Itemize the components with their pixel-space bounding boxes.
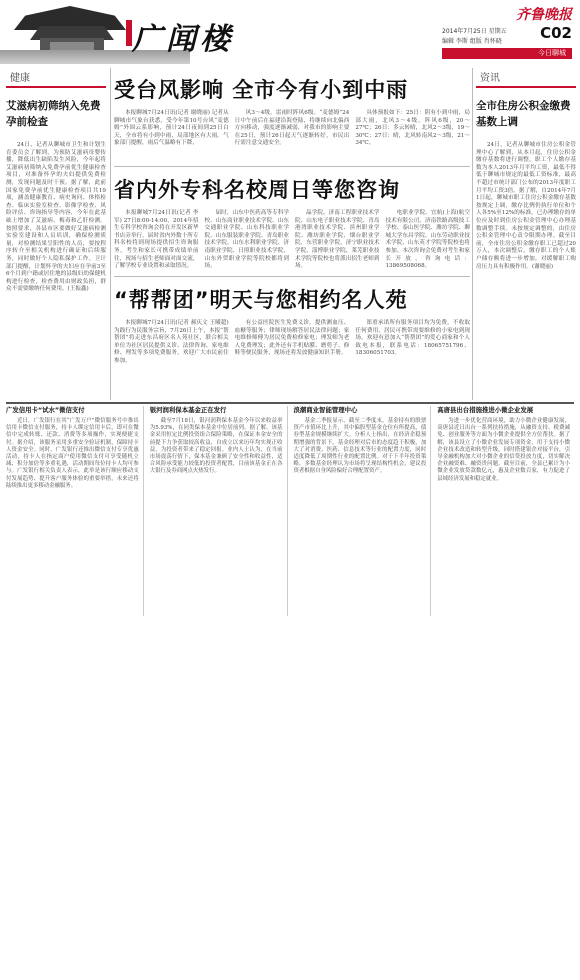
masthead (0, 0, 580, 64)
story-paragraph: 本报聊城7月24日讯(记者 李军) 27日8:00-14:00，2014年招生专科学校咨询会将在开发区新华书店旁举行，届时省内外数十所专科名校将到现场提供招生咨询服务，考生和家长可携带成绩单前往，现场与招生老师面对面交流，了解学校专业设置和录取情况。 (114, 210, 199, 270)
story-divider (114, 276, 470, 277)
column-header-news: 资讯 (476, 68, 576, 88)
issue-date: 2014年7月25日 星期五 (442, 28, 507, 35)
right-article-body: 24日，记者从聊城市住房公积金管理中心了解到，从本月起，住房公积金缴存基数将进行调整，职工个人缴存基数为本人2013年月平均工资，最低不得低于聊城市规定的最低工资标准，最高不超过市统计部门公布的2013年度职工月平均工资3倍。据了解，自2014年7月1日起，聊城市职工住房公积金缴存基数按规定上调，缴存比例仍执行单位和个人各5%至12%的标准，已办理缴存的单位应及时到住房公积金管理中心办理基数调整手续。未按规定调整的，由住房公积金管理中心责令限期办理。截至目前，全市住房公积金缴存职工已超过20万人，本次调整后，缴存职工的个人账户储存额将进一步增加，对缓解职工购房压力具有积极作用。(谢晓丽) (476, 142, 576, 270)
story-paragraph: 本报聊城7月24日讯(记者 郝庆文 王曦超) 为践行为民服务宗旨，7月26日上午，本报“帮帮团”将走进东昌府区名人苑社区，联合相关单位为社区居民提供义诊、法律咨询、家电维修、理发等多项免费服务，欢迎广大市民前往参加。 (114, 320, 229, 364)
bottom-body: 为进一步优化营商环境，助力小微企业健康发展，高唐县近日出台一系列扶持措施，从融资支持、税费减免、创业服务等方面为小微企业提供全方位帮扶。据了解，该县设立了小微企业发展专项资金，用于支持小微企业技术改造和转型升级，同时搭建银企对接平台，引导金融机构加大对小微企业的信贷投放力度，切实解决企业融资难、融资贵问题。截至目前，全县已累计为小微企业发放贷款数亿元，惠及企业数百家，有力促进了县域经济发展和稳定就业。 (437, 418, 570, 482)
story-body (114, 110, 470, 148)
left-article-body: 24日，记者从聊城市卫生和计划生育委员会了解到，为预防艾滋病母婴传播，降低出生缺陷发生风险，今年起将艾滋病初筛纳入免费孕前优生健康检查项目，对准备怀孕的夫妇提供免费检测，发现问题及时干预。据了解，此前国家免费孕前优生健康检查项目共19项，涵盖健康教育、病史询问、体格检查、临床实验室检查、影像学检查、风险评估、咨询指导等内容，今年在此基础上增加了艾滋病、梅毒和乙肝检测。按照要求，各县市区要做好艾滋病检测实验室建设和人员培训，确保检测质量，对检测结果呈阳性的人员，要按程序转介至相关机构进行确证和后续服务，同时做好个人隐私保护工作。卫计部门提醒，计划怀孕的夫妇应在孕前3至6个月到户籍或居住地的县级妇幼保健机构进行检查，检查费用由财政负担，群众不需要缴纳任何费用。(王振鑫) (6, 142, 106, 293)
story-paragraph: 风3～4级，雷雨时阵风6级。“麦德姆”24日中午前后在福建沿海登陆，将继续向北偏西方向移动，强度逐渐减弱，对我市的影响主要在25日，预计26日起天气逐渐转好，市民出行需注意交通安全。 (234, 110, 350, 147)
story-headline: 省内外专科名校周日等您咨询 (114, 178, 400, 202)
left-column (6, 68, 106, 398)
bottom-body: 截至7月18日，银河润利保本基金今年以来收益率为5.93%，在同类保本基金中位居前列。据了解，该基金采用恒定比例投资组合保险策略，在保证本金安全的前提下力争获取较高收益，自成立以来历年均实现正收益，为投资者带来了稳定回报。业内人士认为，在当前市场震荡行情下，保本基金兼顾了安全性和收益性，适合风险承受能力较低的投资者配置，目前该基金正在各大银行及券商网点火热发行。 (149, 418, 283, 475)
main-content (114, 66, 470, 400)
section-rule (6, 402, 574, 404)
masthead-info (442, 4, 572, 60)
paper-name: 齐鲁晚报 (516, 7, 572, 23)
story-paragraph: 电职业学院、宜航(上海)航空技术有限公司、济南铁路高级技工学校、泰山医学院、潍坊学院、聊城大学东昌学院、山东劳动职业技术学院、山东英才学院等院校也将参加。本次咨询会免费对考生和家长开放，咨询电话：13869508068。 (385, 210, 470, 270)
story-body (114, 210, 470, 271)
story-help-team (114, 284, 470, 366)
bottom-headline: 浪潮商业智能管理中心 (293, 406, 358, 414)
story-headline: “帮帮团”明天与您相约名人苑 (114, 288, 408, 312)
left-headline: 艾滋病初筛纳入免费孕前检查 (6, 100, 101, 128)
bottom-article (6, 406, 144, 616)
bottom-body: 基金二季报显示，截至二季度末，基金持有的股票资产市值环比上升，其中偏股型基金仓位有所提高，债券型基金规模继续扩大。分析人士指出，在经济企稳预期增强的背景下，基金经理对后市的态度趋于积极，加大了对消费、医药、信息技术等行业的配置力度，同时适度降低了周期性行业的配置比例。对于下半年投资策略，多数基金经理认为市场将呈现结构性机会，建议投资者根据自身风险偏好合理配置资产。 (293, 418, 427, 475)
bottom-headline: 广发信用卡“试水”微信支付 (6, 406, 85, 414)
column-divider (110, 68, 111, 400)
bottom-article (294, 406, 432, 616)
story-paragraph: 有公益医院医生免费义诊，提供测血压、血糖等服务；律师现场解答居民法律问题；家电维修师傅为居民免费检修家电；理发师为老人免费理发；此外还有手机贴膜、磨剪子、修鞋等便民服务，现场还将发放健康知识手册。 (234, 320, 350, 357)
story-paragraph: 具体预报如下：25日：阴有小到中雨，局部大雨，北风3～4级，阵风6级，20～27℃；26日：多云转晴，北风2～3级，19～30℃；27日：晴，北风转南风2～3级，21～34℃。 (355, 110, 471, 147)
section-tag: 今日聊城 (442, 48, 572, 59)
section-title: 广闻楼 (132, 14, 234, 58)
bottom-article (437, 406, 574, 616)
column-header-health: 健康 (6, 68, 106, 88)
bottom-headline: 银河润利保本基金正在发行 (149, 406, 227, 414)
story-divider (114, 166, 470, 167)
bottom-articles (6, 406, 574, 616)
story-paragraph: 郑重承诺所有服务项目均为免费，不收取任何费用，居民可携带需要维修的小家电到现场。欢迎有意加入“帮帮团”的爱心商家和个人致电本报，联系电话：18065751796、18306051703。 (355, 320, 471, 357)
story-body (114, 320, 470, 366)
story-paragraph: 晶学院、济南工程职业技术学院、山东电子职业技术学院、青岛港湾职业技术学院、滨州职业学院、潍坊职业学院、烟台职业学院、东营职业学院、济宁职业技术学院、淄博职业学院、莱芜职业技术学院等院校也将派出招生老师到场。 (295, 210, 380, 270)
story-weather (114, 74, 470, 148)
bottom-body: 近日，广发银行在其“广发万户”微信服务号中推出信用卡微信支付服务，持卡人绑定信用卡后，即可在微信中完成转账、还款、消费等多项操作，实现便捷支付。据介绍，该服务采用多重安全验证机制，保障持卡人资金安全。同时，广发银行还推出微信支付专享优惠活动，持卡人在指定商户使用微信支付可享受随机立减、积分加倍等多重礼遇，活动期间每位持卡人均可参与。广发银行相关负责人表示，此举是该行顺应移动支付发展趋势、提升客户服务体验的重要举措，未来还将陆续推出更多移动金融服务。 (6, 418, 139, 489)
editor-credit: 编辑 李斯 组版 肖怀晓 (442, 38, 502, 45)
right-column (476, 68, 576, 398)
bottom-article (150, 406, 288, 616)
right-headline: 全市住房公积金缴费基数上调 (476, 100, 571, 128)
story-headline: 受台风影响 全市今有小到中雨 (114, 78, 409, 102)
bottom-headline: 高唐县出台措施推进小微企业发展 (437, 406, 534, 414)
page-number: C02 (540, 24, 572, 42)
column-divider (472, 68, 473, 400)
story-college-fair (114, 174, 470, 271)
story-paragraph: 本报聊城7月24日讯(记者 谢晓丽) 记者从聊城市气象台获悉，受今年第10号台风“麦德姆”外围云系影响，预计24日夜间到25日白天，全市将有小到中雨，局部地区有大雨。气象部门提醒，雨后气温略有下降， (114, 110, 229, 147)
story-paragraph: 届时，山东中医药高等专科学校、山东商业职业技术学院、山东交通职业学院、山东科技职业学院、山东服装职业学院、青岛职业技术学院、山东水利职业学院、济南职业学院、日照职业技术学院、山东外贸职业学院等院校都将到场。 (204, 210, 289, 270)
